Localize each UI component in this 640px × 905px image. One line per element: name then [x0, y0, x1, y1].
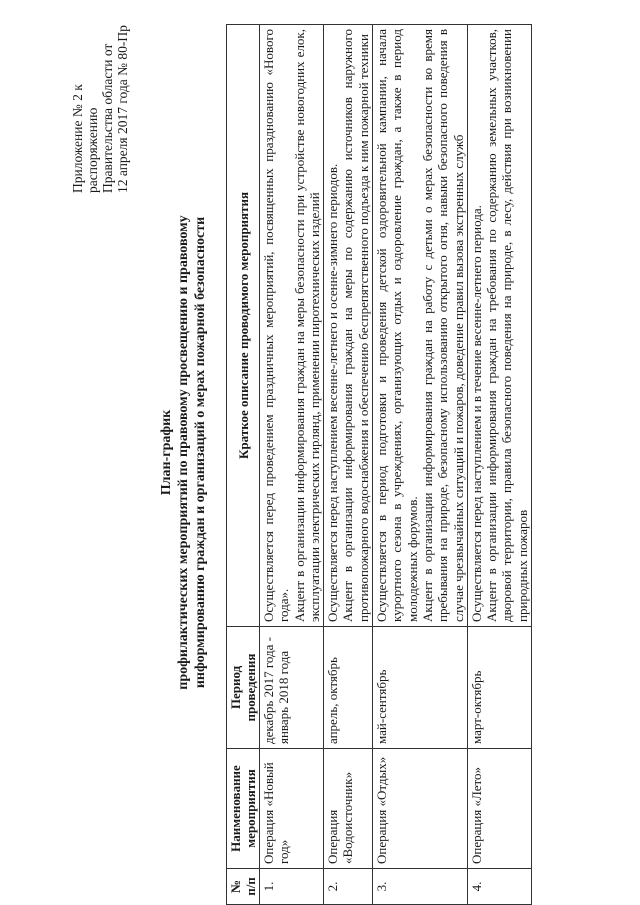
row-desc	[373, 25, 468, 627]
desc-paragraph: Осуществляется в период подготовки и проведения детской оздоровительной кампании, начала курортного сезона в учреждениях, организующих отдых и оздоровление граждан, а также в период молодежных форумов.	[374, 29, 420, 622]
table-row	[260, 25, 324, 905]
row-num: 1.	[260, 869, 324, 905]
desc-paragraph: Акцент в организации информирования граждан на меры по содержанию источников наружного противопожарного водоснабжения и обеспечению беспрепятственного подъезда к ним пожарной техники	[340, 29, 371, 622]
row-period: март-октябрь	[467, 627, 531, 749]
table-row	[324, 25, 373, 905]
title-line-1: План-график	[159, 409, 174, 496]
row-name: Операция «Лето»	[467, 749, 531, 869]
row-num: 2.	[324, 869, 373, 905]
desc-paragraph: Осуществляется перед наступлением весенне-летнего и осенне-зимнего периодов.	[325, 163, 341, 622]
row-period: апрель, октябрь	[324, 627, 373, 749]
desc-paragraph: Акцент в организации информирования граждан на работу с детьми о мерах безопасности во время пребывания на природе, безопасному использованию открытого огня, навыки безопасного поведения в случае чрезвычайных ситуаций и пожаров, доведение правил вызова экстренных служб	[419, 29, 466, 622]
appendix-line-1: Приложение № 2 к распоряжению	[70, 84, 100, 193]
appendix-note	[70, 3, 130, 193]
header-desc: Краткое описание проводимого мероприятия	[227, 25, 260, 627]
desc-paragraph: Осуществляется перед проведением праздничных мероприятий, посвященных празднованию «Нового года».	[261, 29, 292, 622]
row-desc	[324, 25, 373, 627]
row-desc	[260, 25, 324, 627]
title-line-2: профилактических мероприятий по правовому просвещению и правовому	[176, 215, 191, 690]
appendix-line-2: Правительства области от	[100, 43, 115, 193]
desc-paragraph: Акцент в организации информирования граждан на требования по содержанию земельных участков, дворовой территории, правила безопасного поведения на природе, в лесу, действия при возникновении природных пожаров	[484, 29, 530, 622]
events-table	[226, 24, 532, 905]
desc-paragraph: Акцент в организации информирования граждан на меры безопасности при устройстве новогодних елок, эксплуатации электрических гирлянд, применении пиротехнических изделий	[291, 29, 322, 622]
desc-paragraph: Осуществляется перед наступлением и в течение весенне-летнего периода.	[468, 205, 484, 622]
row-name: Операция «Водоисточник»	[324, 749, 373, 869]
row-desc	[467, 25, 531, 627]
header-period: Период проведения	[227, 627, 260, 749]
header-num: № п/п	[227, 869, 260, 905]
appendix-line-3: 12 апреля 2017 года № 80-Пр	[115, 25, 130, 193]
row-num: 3.	[373, 869, 468, 905]
row-num: 4.	[467, 869, 531, 905]
table-header-row	[227, 25, 260, 905]
table-row	[373, 25, 468, 905]
row-period: декабрь 2017 года - январь 2018 года	[260, 627, 324, 749]
row-name: Операция «Новый год»	[260, 749, 324, 869]
document-title	[158, 0, 209, 905]
row-period: май-сентябрь	[373, 627, 468, 749]
header-name: Наименование мероприятия	[227, 749, 260, 869]
row-name: Операция «Отдых»	[373, 749, 468, 869]
title-line-3: информированию граждан и организаций о мерах пожарной безопасности	[193, 216, 208, 689]
table-row	[467, 25, 531, 905]
